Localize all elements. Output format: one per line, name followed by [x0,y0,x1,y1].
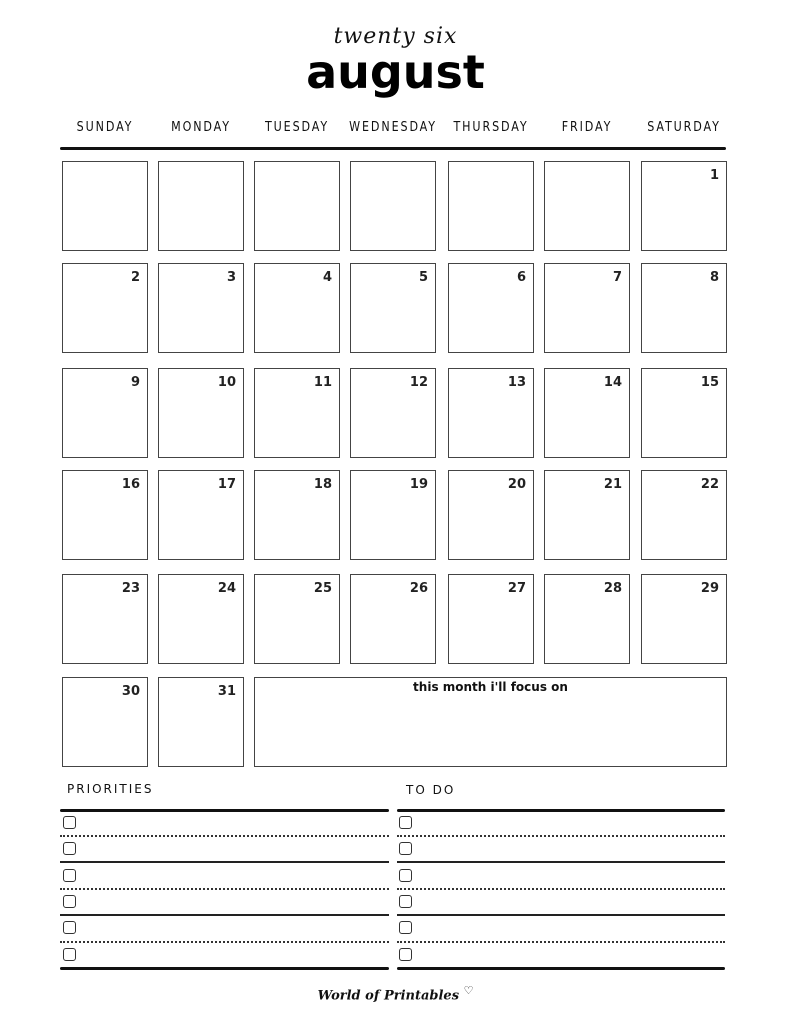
todo-checkbox[interactable] [399,842,412,855]
priorities-rule-line [60,967,389,970]
priorities-checkbox[interactable] [63,948,76,961]
day-cell-19[interactable] [350,470,436,560]
priorities-checkbox[interactable] [63,921,76,934]
day-cell-22[interactable] [641,470,727,560]
todo-checkbox[interactable] [399,816,412,829]
day-cell-13[interactable] [448,368,534,458]
day-cell-4[interactable] [254,263,340,353]
empty-day-cell[interactable] [448,161,534,251]
day-cell-1[interactable] [641,161,727,251]
day-number: 11 [313,375,332,390]
day-number: 9 [130,375,140,390]
header-divider [60,147,726,150]
focus-label: this month i'll focus on [413,680,568,694]
day-cell-29[interactable] [641,574,727,664]
day-number: 14 [603,375,622,390]
day-number: 4 [322,270,332,285]
brand-text: World of Printables [317,988,460,1004]
day-number: 10 [217,375,236,390]
day-cell-11[interactable] [254,368,340,458]
day-number: 27 [507,581,526,596]
todo-checkbox[interactable] [399,895,412,908]
todo-label: TO DO [406,783,456,797]
day-cell-30[interactable] [62,677,148,767]
day-cell-26[interactable] [350,574,436,664]
day-cell-20[interactable] [448,470,534,560]
day-number: 18 [313,477,332,492]
day-cell-16[interactable] [62,470,148,560]
empty-day-cell[interactable] [350,161,436,251]
todo-rule-line [397,835,725,837]
todo-rule-line [397,809,725,812]
day-number: 24 [217,581,236,596]
day-cell-24[interactable] [158,574,244,664]
day-cell-15[interactable] [641,368,727,458]
priorities-rule-line [60,941,389,943]
day-number: 26 [409,581,428,596]
empty-day-cell[interactable] [62,161,148,251]
day-cell-21[interactable] [544,470,630,560]
day-number: 21 [603,477,622,492]
todo-checkbox[interactable] [399,921,412,934]
day-number: 20 [507,477,526,492]
day-cell-6[interactable] [448,263,534,353]
day-number: 16 [121,477,140,492]
day-number: 22 [700,477,719,492]
day-number: 6 [516,270,526,285]
day-cell-31[interactable] [158,677,244,767]
day-cell-5[interactable] [350,263,436,353]
day-cell-12[interactable] [350,368,436,458]
priorities-rule-line [60,861,389,863]
todo-checkbox[interactable] [399,948,412,961]
day-cell-18[interactable] [254,470,340,560]
weekday-sunday: SUNDAY [76,120,134,135]
focus-box[interactable] [254,677,727,767]
day-cell-7[interactable] [544,263,630,353]
empty-day-cell[interactable] [544,161,630,251]
day-number: 7 [612,270,622,285]
todo-rule-line [397,967,725,970]
day-number: 1 [709,168,719,183]
day-number: 23 [121,581,140,596]
weekday-monday: MONDAY [171,120,231,135]
day-cell-2[interactable] [62,263,148,353]
footer-brand [0,984,791,1003]
day-cell-23[interactable] [62,574,148,664]
day-cell-8[interactable] [641,263,727,353]
empty-day-cell[interactable] [254,161,340,251]
weekday-wednesday: WEDNESDAY [349,120,437,135]
priorities-checkbox[interactable] [63,895,76,908]
day-cell-17[interactable] [158,470,244,560]
day-number: 5 [418,270,428,285]
heart-icon: ♡ [463,984,474,997]
priorities-checkbox[interactable] [63,869,76,882]
day-number: 17 [217,477,236,492]
day-number: 31 [217,684,236,699]
weekday-friday: FRIDAY [561,120,613,135]
day-number: 28 [603,581,622,596]
priorities-label: PRIORITIES [67,782,154,796]
empty-day-cell[interactable] [158,161,244,251]
day-cell-14[interactable] [544,368,630,458]
year-subtitle: twenty six [333,24,458,49]
weekday-saturday: SATURDAY [647,120,721,135]
day-number: 12 [409,375,428,390]
day-cell-28[interactable] [544,574,630,664]
day-number: 25 [313,581,332,596]
day-cell-10[interactable] [158,368,244,458]
day-number: 2 [130,270,140,285]
day-cell-27[interactable] [448,574,534,664]
priorities-rule-line [60,809,389,812]
todo-rule-line [397,888,725,890]
todo-rule-line [397,861,725,863]
day-number: 29 [700,581,719,596]
day-number: 30 [121,684,140,699]
priorities-checkbox[interactable] [63,842,76,855]
priorities-rule-line [60,888,389,890]
priorities-checkbox[interactable] [63,816,76,829]
weekday-tuesday: TUESDAY [264,120,330,135]
todo-rule-line [397,914,725,916]
month-title: august [306,45,485,99]
day-number: 15 [700,375,719,390]
priorities-rule-line [60,914,389,916]
day-number: 8 [709,270,719,285]
day-number: 3 [226,270,236,285]
priorities-rule-line [60,835,389,837]
day-number: 13 [507,375,526,390]
day-cell-25[interactable] [254,574,340,664]
todo-checkbox[interactable] [399,869,412,882]
day-number: 19 [409,477,428,492]
todo-rule-line [397,941,725,943]
day-cell-3[interactable] [158,263,244,353]
day-cell-9[interactable] [62,368,148,458]
weekday-thursday: THURSDAY [453,120,529,135]
